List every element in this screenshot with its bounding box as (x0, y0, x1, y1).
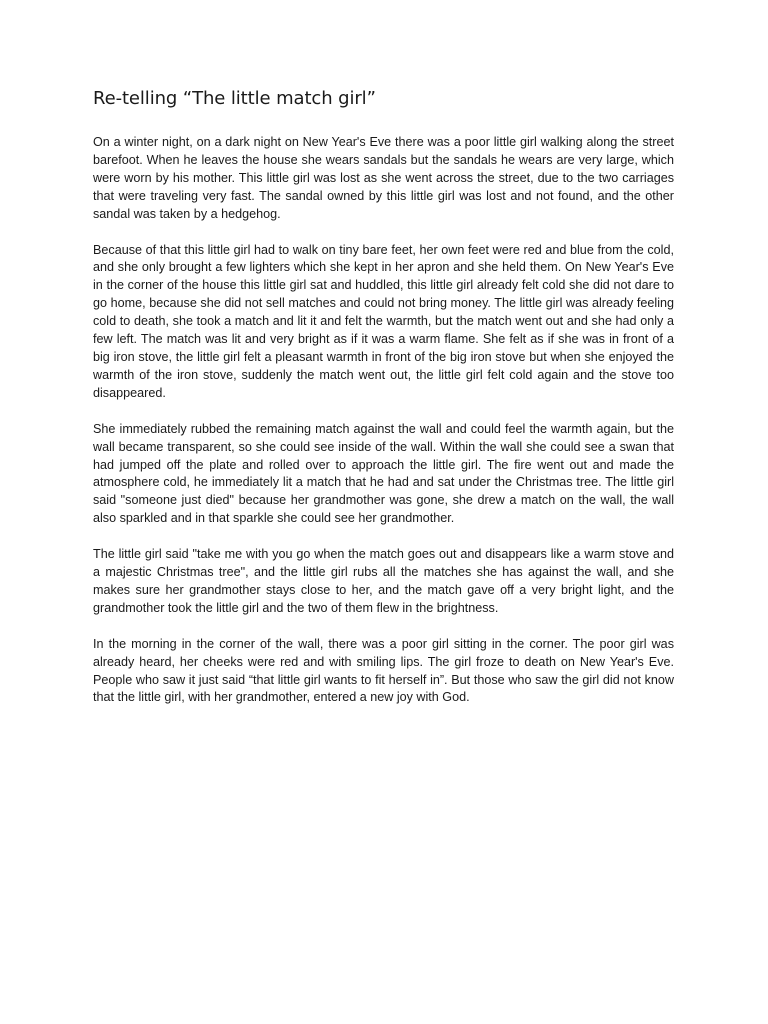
document-body (93, 134, 674, 707)
paragraph-4: The little girl said "take me with you go when the match goes out and disappears like a warm stove and a majestic Christmas tree", and the little girl rubs all the matches she has against the wall, and she makes sure her grandmother stays close to her, and the match gave off a very bright light, and the grandmother took the little girl and the two of them flew in the brightness. (93, 547, 674, 615)
paragraph-2: Because of that this little girl had to walk on tiny bare feet, her own feet were red and blue from the cold, and she only brought a few lighters which she kept in her apron and she held them. On New Year's Eve in the corner of the house this little girl sat and huddled, this little girl already felt cold she did not dare to go home, because she did not sell matches and could not bring money. The little girl was already feeling cold to death, she took a match and lit it and felt the warmth, but the match went out and she had only a few left. The match was lit and very bright as if it was a warm flame. She felt as if she was in front of a big iron stove, the little girl felt a pleasant warmth in front of the big iron stove but when she enjoyed the warmth of the iron stove, suddenly the match went out, the little girl felt cold again and the stove too disappeared. (93, 242, 674, 400)
paragraph-3: She immediately rubbed the remaining match against the wall and could feel the warmth again, but the wall became transparent, so she could see inside of the wall. Within the wall she could see a swan that had jumped off the plate and rolled over to approach the little girl. The fire went out and made the atmosphere cold, he immediately lit a match that he had and sat under the Christmas tree. The little girl said "someone just died" because her grandmother was gone, she drew a match on the wall, the wall also sparkled and in that sparkle she could see her grandmother. (93, 421, 674, 526)
document-title: Re-telling “The little match girl” (93, 88, 376, 109)
paragraph-1: On a winter night, on a dark night on New Year's Eve there was a poor little girl walking along the street barefoot. When he leaves the house she wears sandals but the sandals he wears are very large, which were worn by his mother. This little girl was lost as she went across the street, due to the two carriages that were traveling very fast. The sandal owned by this little girl was lost and not found, and the other sandal was taken by a hedgehog. (93, 135, 674, 221)
paragraph-5: In the morning in the corner of the wall, there was a poor girl sitting in the corner. The poor girl was already heard, her cheeks were red and with smiling lips. The girl froze to death on New Year's Eve. People who saw it just said “that little girl wants to fit herself in”. But those who saw the girl did not know that the little girl, with her grandmother, entered a new joy with God. (93, 636, 674, 705)
